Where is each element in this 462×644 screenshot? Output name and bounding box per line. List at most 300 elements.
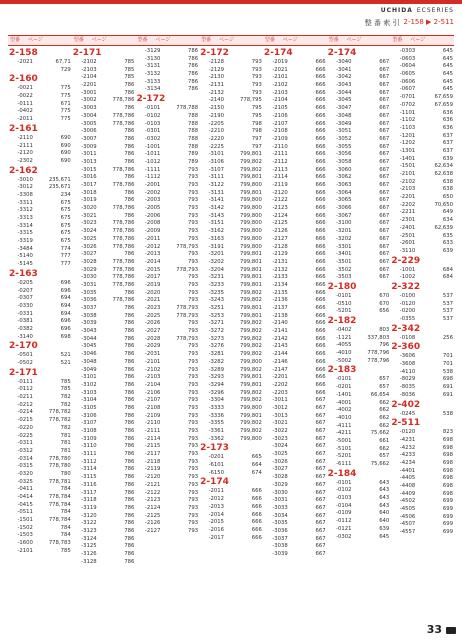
- page-ref: 671: [60, 100, 71, 107]
- index-row: [264, 520, 326, 528]
- page-ref: 786: [124, 143, 135, 150]
- model-code: -2109: [144, 412, 161, 419]
- model-code: -0402: [17, 108, 33, 115]
- index-row: [73, 228, 135, 236]
- page-ref: 786: [124, 489, 135, 496]
- model-code: -1001: [144, 143, 161, 150]
- model-code: -2301: [399, 217, 416, 224]
- model-code: -3067: [336, 212, 352, 219]
- model-code: -2133: [272, 274, 288, 281]
- index-row: [9, 448, 71, 456]
- model-code: -3056: [336, 151, 352, 158]
- page-ref: 778,786: [112, 228, 135, 235]
- index-row: [328, 461, 390, 469]
- page-ref: 793: [188, 374, 199, 381]
- model-code: -4010: [336, 414, 352, 421]
- page-ref: 637: [442, 147, 454, 154]
- model-code: -3134: [144, 86, 161, 93]
- page-ref: 666: [315, 258, 326, 265]
- model-code: -0606: [399, 78, 416, 85]
- model-code: -2104: [272, 97, 288, 104]
- index-row: [136, 251, 198, 259]
- model-code: -3122: [81, 520, 97, 527]
- index-row: [328, 136, 390, 144]
- index-row: [136, 313, 198, 321]
- index-row: [264, 551, 326, 559]
- index-row: [136, 390, 198, 398]
- page-ref: 636: [442, 117, 454, 124]
- index-row: [391, 384, 453, 392]
- page-ref: 667: [315, 497, 326, 504]
- page-ref: 793: [188, 381, 199, 388]
- index-row: [73, 505, 135, 513]
- page-ref: 782: [60, 424, 71, 431]
- page-ref: 793: [188, 474, 199, 481]
- model-code: -2121: [144, 481, 161, 488]
- model-code: -1001: [399, 266, 416, 273]
- column-header: [72, 35, 136, 46]
- page-ref: 788: [188, 128, 199, 135]
- page-ref: 795: [251, 105, 262, 112]
- model-code: -3049: [336, 120, 352, 127]
- model-code: -6150: [208, 469, 225, 476]
- index-row: [136, 320, 198, 328]
- index-row: [200, 512, 262, 520]
- index-row: [264, 413, 326, 421]
- page-ref: 789: [188, 151, 199, 158]
- model-code: -1201: [399, 132, 416, 139]
- model-code: -3106: [208, 158, 225, 165]
- page-ref: 667: [379, 243, 390, 250]
- page-ref: 786: [124, 389, 135, 396]
- model-code: -2138: [272, 312, 288, 319]
- index-row: [9, 456, 71, 464]
- model-code: -2137: [272, 305, 288, 311]
- index-row: [136, 343, 198, 351]
- model-code: -3276: [208, 343, 225, 350]
- index-row: [200, 428, 262, 436]
- model-code: -2601: [399, 240, 416, 247]
- page-ref: 799,800: [239, 228, 262, 235]
- index-row: [73, 474, 135, 482]
- model-code: -3281: [208, 351, 225, 358]
- model-code: -0101: [336, 292, 352, 299]
- index-row: [328, 174, 390, 182]
- page-ref: 666: [315, 297, 326, 304]
- page-ref: 789: [188, 158, 199, 165]
- index-row: [328, 213, 390, 221]
- model-code: -3001: [81, 89, 97, 96]
- model-code: -4405: [399, 475, 416, 482]
- page-ref: 538: [442, 368, 454, 375]
- index-row: [391, 308, 453, 316]
- model-code: -2101: [17, 547, 33, 554]
- index-row: [391, 460, 453, 468]
- index-row: [9, 502, 71, 510]
- page-ref: 675: [60, 199, 71, 206]
- model-code: -3117: [81, 489, 97, 496]
- index-row: [9, 394, 71, 402]
- index-row: [264, 97, 326, 105]
- page-ref: 784: [60, 532, 71, 539]
- model-code: -4505: [399, 506, 416, 513]
- index-row: [136, 328, 198, 336]
- model-code: -2225: [208, 143, 225, 150]
- index-row: [9, 402, 71, 410]
- page-ref: 778,788: [176, 105, 199, 112]
- model-code: -3301: [336, 243, 352, 250]
- page-ref: 666: [251, 496, 262, 503]
- model-code: -0607: [399, 86, 416, 93]
- index-row: [391, 335, 453, 343]
- index-row: [264, 144, 326, 152]
- index-row: [264, 290, 326, 298]
- page-ref: 666: [315, 312, 326, 319]
- page-ref: 781: [60, 440, 71, 447]
- index-row: [391, 233, 453, 241]
- index-row: [391, 202, 453, 210]
- model-code: -2013: [208, 503, 225, 510]
- index-row: [136, 474, 198, 482]
- model-code: -8036: [399, 391, 416, 398]
- model-code: -2190: [208, 112, 225, 119]
- page-ref: 637: [442, 140, 454, 147]
- model-code: -3066: [336, 205, 352, 212]
- model-code: -3126: [81, 551, 97, 557]
- page-ref: 667: [315, 428, 326, 434]
- page-ref: 666: [315, 281, 326, 288]
- page-ref: 786: [124, 358, 135, 365]
- model-code: -0205: [17, 279, 33, 286]
- index-row: [391, 194, 453, 202]
- page-ref: 667: [379, 274, 390, 281]
- index-row: [200, 97, 262, 105]
- model-code: -2122: [144, 489, 161, 496]
- page-ref: 786: [124, 543, 135, 550]
- index-row: [200, 213, 262, 221]
- model-code: -1401: [399, 155, 416, 162]
- index-row: [200, 59, 262, 67]
- model-code: -3110: [81, 443, 97, 450]
- page-ref: 799,802: [239, 158, 262, 165]
- brand-logo-icon: [446, 627, 456, 634]
- page-ref: 643: [379, 487, 390, 494]
- model-code: -0511: [17, 509, 33, 516]
- model-code: -2201: [272, 374, 288, 381]
- page-ref: 786: [124, 89, 135, 96]
- index-column: [72, 35, 136, 566]
- page-ref: 786: [124, 466, 135, 473]
- index-row: [9, 177, 71, 185]
- page-ref: 666: [315, 135, 326, 142]
- model-code: -4010: [336, 350, 352, 357]
- index-row: [264, 159, 326, 167]
- page-ref: 690: [60, 157, 71, 164]
- model-code: -3502: [336, 266, 352, 273]
- model-code: -2008: [144, 220, 161, 227]
- model-code: -2111: [272, 151, 288, 158]
- index-row: [264, 174, 326, 182]
- model-code: -2016: [208, 526, 225, 533]
- page-ref: 657: [379, 384, 390, 391]
- index-row: [264, 213, 326, 221]
- model-code: -2126: [272, 228, 288, 235]
- page-ref: 786: [124, 174, 135, 181]
- model-code: -0312: [17, 447, 33, 454]
- page-ref: 690: [60, 150, 71, 157]
- model-code: -3119: [81, 504, 97, 511]
- index-row: [264, 259, 326, 267]
- page-ref: 778,786: [112, 235, 135, 242]
- index-row: [264, 328, 326, 336]
- index-row: [328, 205, 390, 213]
- page-ref: 657: [379, 376, 390, 383]
- page-ref: 793: [188, 258, 199, 265]
- index-row: [200, 343, 262, 351]
- page-ref: 778,780: [48, 463, 71, 470]
- model-code: -3140: [17, 333, 33, 340]
- index-row: [73, 459, 135, 467]
- index-row: [391, 429, 453, 437]
- model-code: -3304: [208, 397, 225, 404]
- index-row: [136, 459, 198, 467]
- page-ref: 666: [315, 128, 326, 135]
- model-code: -3141: [208, 197, 225, 204]
- page-ref: 667: [379, 82, 390, 89]
- page-ref: 788: [188, 143, 199, 150]
- page-ref: 786: [124, 151, 135, 158]
- page-ref: 793: [188, 428, 199, 434]
- page-ref: 793: [188, 489, 199, 496]
- index-row: [328, 74, 390, 82]
- model-code: -1101: [399, 109, 416, 116]
- page-ref: 666: [251, 519, 262, 526]
- model-code: -0325: [17, 478, 33, 485]
- page-ref: 786: [124, 504, 135, 511]
- model-code: -0245: [399, 410, 416, 417]
- page-ref: 666: [315, 343, 326, 350]
- index-row: [328, 128, 390, 136]
- index-row: [200, 259, 262, 267]
- index-row: [200, 390, 262, 398]
- page-ref: 538: [442, 410, 454, 417]
- model-code: -2108: [272, 128, 288, 135]
- page-ref: 793: [188, 512, 199, 519]
- page-ref: 699: [442, 498, 454, 505]
- page-ref: 778,786: [112, 166, 135, 173]
- page-ref: 782: [60, 401, 71, 408]
- index-row: [264, 490, 326, 498]
- model-code: -2122: [272, 197, 288, 204]
- section-heading: 2-171: [72, 48, 102, 58]
- page-ref: 785: [60, 378, 71, 385]
- page-ref: 666: [315, 97, 326, 104]
- page-ref: 666: [315, 89, 326, 96]
- index-row: [136, 105, 198, 113]
- page-ref: 667: [379, 112, 390, 119]
- model-code: -3018: [81, 189, 97, 196]
- index-row: [264, 274, 326, 282]
- page-ref: 799,802: [239, 166, 262, 173]
- model-code: -4506: [399, 513, 416, 520]
- index-row: [136, 167, 198, 175]
- index-row: [136, 205, 198, 213]
- page-ref: 785: [60, 386, 71, 393]
- index-row: [200, 128, 262, 136]
- model-code: -3029: [272, 481, 288, 488]
- page-ref: 537: [442, 316, 454, 322]
- model-code: -2126: [144, 520, 161, 527]
- page-ref: 698: [442, 376, 454, 383]
- index-row: [9, 425, 71, 433]
- model-code: -3111: [208, 174, 225, 181]
- index-row: [264, 428, 326, 436]
- page-ref: 521: [60, 360, 71, 366]
- column-header-code: 型番: [10, 37, 21, 43]
- index-row: [136, 56, 198, 64]
- model-code: -3015: [81, 166, 97, 173]
- index-row: [73, 382, 135, 390]
- index-row: [200, 367, 262, 375]
- index-row: [73, 151, 135, 159]
- model-code: -2014: [208, 511, 225, 518]
- page-ref: 666: [315, 374, 326, 381]
- index-row: [328, 430, 390, 438]
- model-code: -2019: [272, 59, 288, 65]
- model-code: -3029: [81, 266, 97, 273]
- index-row: [73, 482, 135, 490]
- index-row: [391, 514, 453, 522]
- index-row: [200, 328, 262, 336]
- page-ref: 799,801: [239, 274, 262, 281]
- page-ref: 786: [188, 71, 199, 78]
- model-code: -4502: [399, 498, 416, 505]
- model-code: -2103: [81, 66, 97, 73]
- column-header-page: ページ: [346, 37, 362, 43]
- section-heading: 2-163: [9, 268, 38, 279]
- model-code: -0315: [17, 463, 33, 470]
- index-row: [9, 93, 71, 101]
- index-row: [328, 121, 390, 129]
- index-row: [9, 116, 71, 124]
- page-ref: 667: [315, 551, 326, 557]
- index-row: [264, 405, 326, 413]
- model-code: -3013: [272, 412, 288, 419]
- page-ref: 786: [188, 86, 199, 93]
- index-row: [73, 390, 135, 398]
- index-row: [136, 190, 198, 198]
- model-code: -3039: [81, 320, 97, 327]
- page-ref: 793: [188, 412, 199, 419]
- page-ref: 698: [442, 444, 454, 451]
- page-ref: 793: [188, 358, 199, 365]
- model-code: -2110: [144, 420, 161, 427]
- page-ref: 784: [60, 486, 71, 493]
- index-row: [136, 121, 198, 129]
- model-code: -2102: [272, 82, 288, 89]
- page-ref: 786: [124, 351, 135, 358]
- model-code: -2140: [272, 320, 288, 327]
- model-code: -0415: [17, 501, 33, 508]
- model-code: -3133: [144, 78, 161, 85]
- page-ref: 799,802: [239, 397, 262, 404]
- index-row: [200, 182, 262, 190]
- index-row: [328, 97, 390, 105]
- index-row: [136, 151, 198, 159]
- index-row: [264, 436, 326, 444]
- index-row: [264, 282, 326, 290]
- page-ref: 667: [315, 420, 326, 427]
- page-ref: 775: [60, 116, 71, 123]
- index-row: [391, 491, 453, 499]
- model-code: -0225: [17, 432, 33, 439]
- page-ref: 775: [60, 85, 71, 92]
- index-row: [328, 144, 390, 152]
- model-code: -3048: [336, 112, 352, 119]
- page-ref: 793: [188, 320, 199, 327]
- model-code: -3026: [81, 243, 97, 250]
- page-ref: 778,786: [112, 97, 135, 104]
- model-code: -3202: [336, 235, 352, 242]
- index-row: [200, 74, 262, 82]
- index-row: [264, 244, 326, 252]
- index-row: [136, 528, 198, 536]
- model-code: -3102: [81, 381, 97, 388]
- page-ref: 666: [315, 59, 326, 65]
- index-row: [9, 200, 71, 208]
- model-code: -2125: [272, 220, 288, 227]
- index-row: [328, 510, 390, 518]
- page-ref: 67,659: [434, 101, 454, 108]
- index-row: [73, 551, 135, 559]
- index-row: [200, 320, 262, 328]
- model-code: -3103: [81, 389, 97, 396]
- page-ref: 778,786: [112, 297, 135, 304]
- page-ref: 778,781: [48, 478, 71, 485]
- page-ref: 235,671: [48, 184, 71, 191]
- index-table: [8, 35, 454, 566]
- model-code: -3110: [399, 247, 416, 254]
- index-row: [328, 167, 390, 175]
- index-row: [73, 520, 135, 528]
- page-ref: 657: [379, 453, 390, 460]
- page-ref: 639: [379, 525, 390, 532]
- index-row: [73, 220, 135, 228]
- model-code: -4232: [399, 444, 416, 451]
- index-row: [328, 384, 390, 392]
- page-ref: 799,801: [239, 151, 262, 158]
- model-code: -2147: [272, 366, 288, 373]
- page-ref: 234: [60, 191, 71, 198]
- page-ref: 667: [379, 266, 390, 273]
- index-row: [200, 190, 262, 198]
- index-row: [73, 420, 135, 428]
- model-code: -0103: [144, 120, 161, 127]
- page-ref: 785: [124, 66, 135, 73]
- page-ref: 799,800: [239, 243, 262, 250]
- page-ref: 698: [442, 490, 454, 497]
- model-code: -2011: [208, 488, 225, 495]
- index-row: [391, 140, 453, 148]
- model-code: -3030: [81, 274, 97, 281]
- index-row: [73, 543, 135, 551]
- page-ref: 666: [315, 335, 326, 342]
- page-ref: 666: [315, 143, 326, 150]
- index-row: [200, 205, 262, 213]
- index-column: [199, 35, 263, 566]
- model-code: -2108: [144, 404, 161, 411]
- model-code: -2104: [81, 74, 97, 81]
